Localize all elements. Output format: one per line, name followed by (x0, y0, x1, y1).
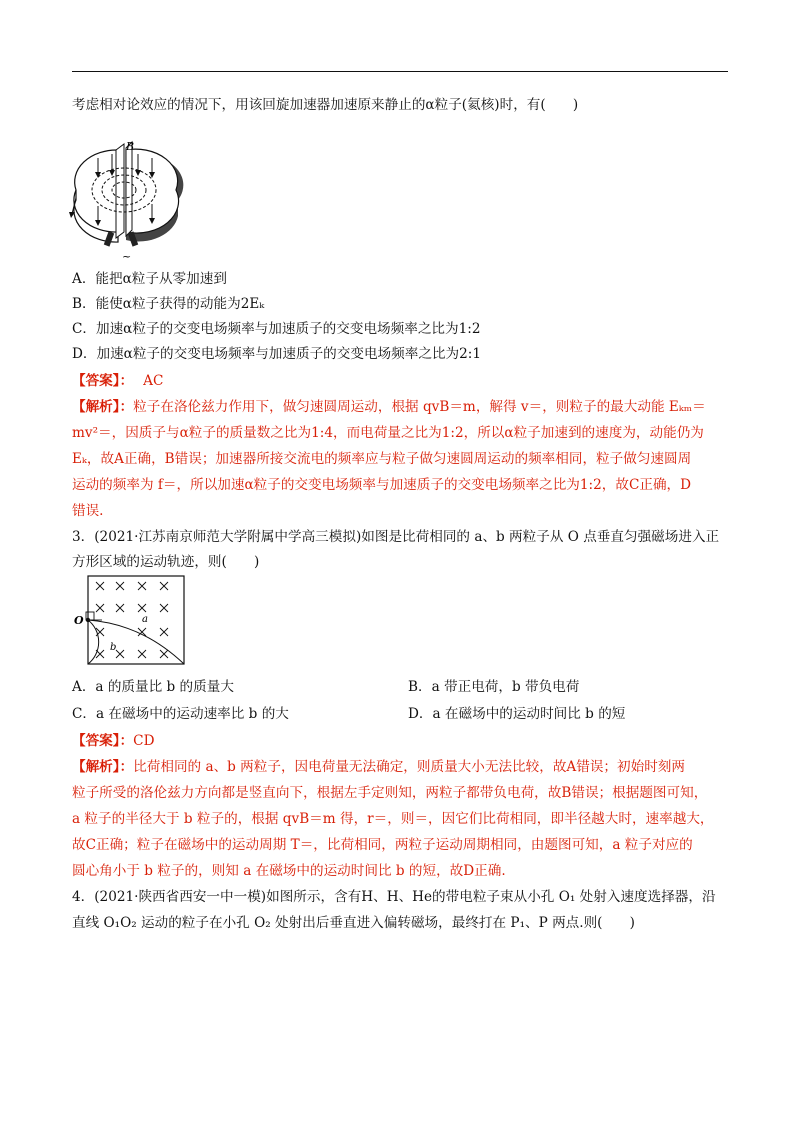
q2-option-a: A．能把α粒子从零加速到 (72, 271, 227, 287)
q4-stem-line-2: 直线 O₁O₂ 运动的粒子在小孔 O₂ 处射出后垂直进入偏转磁场，最终打在 P₁、P 两点.则( ) (72, 915, 635, 931)
answer-value: AC (143, 373, 164, 389)
q3-option-d: D．a 在磁场中的运动时间比 b 的短 (408, 706, 626, 722)
analysis-text: 比荷相同的 a、b 两粒子，因电荷量无法确定，则质量大小无法比较，故A错误；初始时刻两 (133, 759, 685, 775)
q3-analysis-line-3: a 粒子的半径大于 b 粒子的，根据 qvB＝m 得，r＝，则＝，因它们比荷相同，即半径越大时，速率越大， (72, 811, 714, 827)
analysis-label: 【解析】： (72, 759, 134, 775)
q2-option-c: C．加速α粒子的交变电场频率与加速质子的交变电场频率之比为1:2 (72, 321, 481, 337)
q2-analysis-line-1 (72, 397, 732, 417)
q2-option-b: B．能使α粒子获得的动能为2Eₖ (72, 296, 265, 312)
cyclotron-figure (68, 128, 188, 262)
q3-stem-line-2: 方形区域的运动轨迹，则( ) (72, 554, 260, 570)
analysis-label: 【解析】： (72, 399, 134, 415)
q2-analysis-line-3: Eₖ，故A正确，B错误；加速器所接交流电的频率应与粒子做匀速圆周运动的频率相同，粒子做匀速圆周 (72, 451, 692, 467)
q3-analysis-line-1 (72, 757, 732, 777)
answer-value: CD (133, 733, 155, 749)
header-rule (72, 71, 728, 72)
q3-analysis-line-4: 故C正确；粒子在磁场中的运动周期 T＝，比荷相同，两粒子运动周期相同，由题图可知，a 粒子对应的 (72, 837, 693, 853)
q3-option-b: B．a 带正电荷，b 带负电荷 (408, 679, 580, 695)
q2-stem: 考虑相对论效应的情况下，用该回旋加速器加速原来静止的α粒子(氦核)时，有( ) (72, 97, 579, 113)
figure-label-B: B (126, 140, 135, 153)
q3-analysis-line-5: 圆心角小于 b 粒子的，则知 a 在磁场中的运动时间比 b 的短，故D正确. (72, 863, 506, 879)
figure-label-O: O (74, 614, 84, 627)
q2-analysis-line-5: 错误. (72, 503, 104, 519)
q3-answer (72, 731, 732, 751)
q2-analysis-line-2: mv²＝，因质子与α粒子的质量数之比为1:4，而电荷量之比为1:2，所以α粒子加速到的速度为，动能仍为 (72, 425, 704, 441)
q2-option-d: D．加速α粒子的交变电场频率与加速质子的交变电场频率之比为2:1 (72, 346, 481, 362)
q3-stem-line-1: 3．(2021·江苏南京师范大学附属中学高三模拟)如图是比荷相同的 a、b 两粒子从 O 点垂直匀强磁场进入正 (72, 529, 720, 545)
q4-stem-line-1: 4．(2021·陕西省西安一中一模)如图所示，含有H、H、He的带电粒子束从小孔 O₁ 处射入速度选择器，沿 (72, 889, 716, 905)
figure-label-a: a (142, 614, 148, 625)
magnetic-field-figure (72, 574, 192, 668)
q3-option-c: C．a 在磁场中的运动速率比 b 的大 (72, 706, 289, 722)
figure-label-tilde: ~ (122, 250, 132, 262)
analysis-text: 粒子在洛伦兹力作用下，做匀速圆周运动，根据 qvB＝m，解得 v＝，则粒子的最大动能 Eₖₘ＝ (133, 399, 706, 415)
q2-answer (72, 371, 732, 391)
figure-label-b: b (110, 642, 117, 653)
answer-label: 【答案】： (72, 733, 134, 749)
q3-analysis-line-2: 粒子所受的洛伦兹力方向都是竖直向下，根据左手定则知，两粒子都带负电荷，故B错误；根据题图可知， (72, 785, 708, 801)
answer-label: 【答案】： (72, 373, 134, 389)
q3-option-a: A．a 的质量比 b 的质量大 (72, 679, 234, 695)
q2-analysis-line-4: 运动的频率为 f＝，所以加速α粒子的交变电场频率与加速质子的交变电场频率之比为1:2，故C正确，D (72, 477, 692, 493)
